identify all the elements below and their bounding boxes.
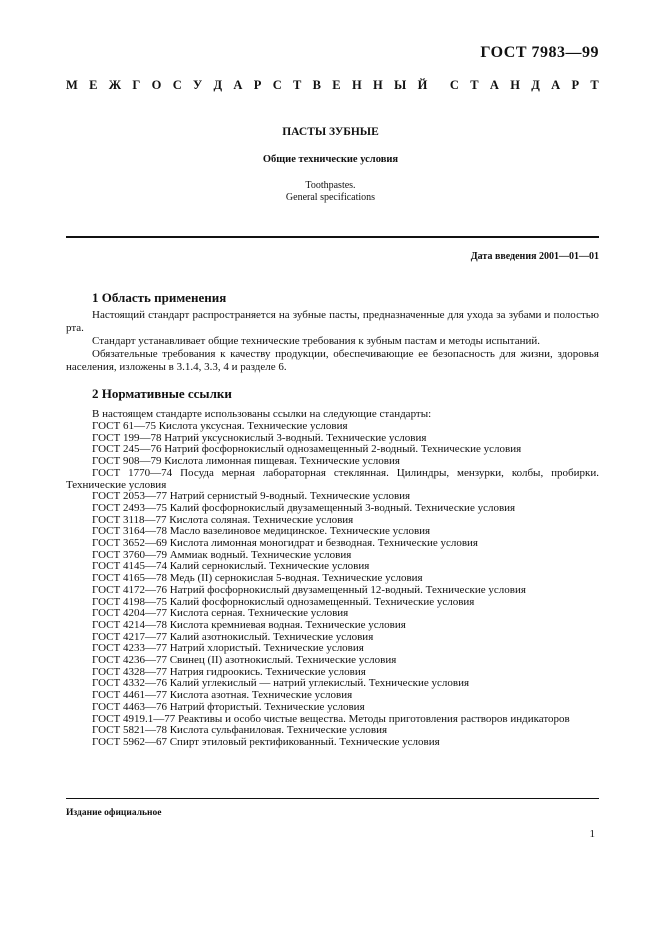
banner-letter: Т bbox=[590, 78, 599, 92]
banner-letter: Д bbox=[213, 78, 223, 92]
reference-item: ГОСТ 2493—75 Калий фосфорнокислый двузамещенный 3-водный. Технические условия bbox=[92, 501, 516, 514]
banner-letter: С bbox=[449, 78, 459, 92]
reference-item: ГОСТ 4198—75 Калий фосфорнокислый однозамещенный. Технические условия bbox=[92, 595, 475, 608]
banner-letter: Д bbox=[531, 78, 540, 92]
english-title bbox=[0, 180, 661, 204]
section-heading-scope: 1 Область применения bbox=[92, 290, 227, 305]
reference-item: ГОСТ 4165—78 Медь (II) сернокислая 5-водная. Технические условия bbox=[92, 572, 423, 585]
standard-banner bbox=[66, 78, 599, 93]
banner-letter: Т bbox=[470, 78, 479, 92]
banner-letter: Р bbox=[571, 78, 580, 92]
banner-letter: А bbox=[489, 78, 499, 92]
effective-date: Дата введения 2001—01—01 bbox=[470, 251, 599, 262]
document-subtitle: Общие технические условия bbox=[262, 154, 399, 165]
banner-letter: Е bbox=[332, 78, 341, 92]
banner-letter: А bbox=[551, 78, 561, 92]
reference-item: ГОСТ 4204—77 Кислота серная. Технические условия bbox=[92, 607, 349, 620]
paragraph: Обязательные требования к качеству продукции, обеспечивающие ее безопасность для жизни, здоровья населения, изложены в 3.1.4, 3.3, 4 и разделе 6. bbox=[66, 348, 599, 373]
reference-item: ГОСТ 4919.1—77 Реактивы и особо чистые вещества. Методы приготовления растворов индикаторов bbox=[92, 712, 570, 725]
reference-item: ГОСТ 3652—69 Кислота лимонная моногидрат и безводная. Технические условия bbox=[92, 537, 478, 550]
reference-item: ГОСТ 3118—77 Кислота соляная. Технические условия bbox=[92, 513, 354, 526]
banner-letter: Ж bbox=[108, 78, 122, 92]
banner-letter: С bbox=[272, 78, 282, 92]
reference-item: ГОСТ 4233—77 Натрий хлористый. Технические условия bbox=[92, 642, 364, 655]
banner-letter: С bbox=[172, 78, 182, 92]
banner-letter: В bbox=[312, 78, 321, 92]
document-number: ГОСТ 7983—99 bbox=[480, 44, 599, 61]
banner-letter: А bbox=[233, 78, 243, 92]
footer-divider bbox=[66, 798, 599, 799]
document-title: ПАСТЫ ЗУБНЫЕ bbox=[282, 126, 379, 138]
reference-item: ГОСТ 4461—77 Кислота азотная. Технические условия bbox=[92, 689, 353, 702]
page-number: 1 bbox=[589, 828, 595, 840]
reference-item: ГОСТ 2053—77 Натрий сернистый 9-водный. Технические условия bbox=[92, 490, 411, 503]
reference-item: ГОСТ 4328—77 Натрия гидроокись. Технические условия bbox=[92, 665, 366, 678]
reference-item: ГОСТ 4463—76 Натрий фтористый. Технические условия bbox=[92, 700, 365, 713]
paragraph: Стандарт устанавливает общие технические требования к зубным пастам и методы испытаний. bbox=[92, 335, 541, 347]
header-divider bbox=[66, 236, 599, 238]
banner-letter: Ы bbox=[394, 78, 407, 92]
english-title-line: Toothpastes. bbox=[305, 180, 356, 191]
edition-note: Издание официальное bbox=[66, 808, 162, 818]
reference-item: ГОСТ 61—75 Кислота уксусная. Технические условия bbox=[92, 420, 348, 432]
reference-item: ГОСТ 1770—74 Посуда мерная лабораторная стеклянная. Цилиндры, мензурки, колбы, пробирки. Технические условия bbox=[66, 466, 599, 491]
section-scope-body bbox=[66, 309, 599, 374]
banner-letter: Н bbox=[351, 78, 362, 92]
reference-item: ГОСТ 4214—78 Кислота кремниевая водная. Технические условия bbox=[92, 618, 406, 631]
section-heading-references: 2 Нормативные ссылки bbox=[92, 386, 232, 401]
reference-item: ГОСТ 4172—76 Натрий фосфорнокислый двузамещенный 12-водный. Технические условия bbox=[92, 583, 526, 596]
reference-item: ГОСТ 5962—67 Спирт этиловый ректификованный. Технические условия bbox=[92, 735, 440, 748]
reference-item: ГОСТ 4236—77 Свинец (II) азотнокислый. Технические условия bbox=[92, 654, 397, 667]
banner-letter: Г bbox=[132, 78, 141, 92]
reference-item: ГОСТ 3760—79 Аммиак водный. Технические условия bbox=[92, 548, 352, 561]
reference-item: ГОСТ 4145—74 Калий сернокислый. Технические условия bbox=[92, 560, 370, 573]
paragraph: Настоящий стандарт распространяется на зубные пасты, предназначенные для ухода за зубами и полостью рта. bbox=[66, 309, 599, 334]
reference-item: ГОСТ 908—79 Кислота лимонная пищевая. Технические условия bbox=[92, 455, 400, 468]
reference-item: ГОСТ 3164—78 Масло вазелиновое медицинское. Технические условия bbox=[92, 525, 431, 538]
paragraph: В настоящем стандарте использованы ссылки на следующие стандарты: bbox=[92, 408, 432, 420]
banner-letter: У bbox=[193, 78, 203, 92]
banner-letter: Т bbox=[293, 78, 302, 92]
reference-item: ГОСТ 5821—78 Кислота сульфаниловая. Технические условия bbox=[92, 724, 388, 737]
banner-letter: Н bbox=[510, 78, 520, 92]
references-list bbox=[66, 421, 599, 749]
banner-letter: Е bbox=[89, 78, 98, 92]
banner-letter: Р bbox=[253, 78, 262, 92]
banner-letter: О bbox=[151, 78, 162, 92]
banner-letter: Й bbox=[417, 78, 428, 92]
banner-letter: Н bbox=[372, 78, 383, 92]
reference-item: ГОСТ 245—76 Натрий фосфорнокислый однозамещенный 2-водный. Технические условия bbox=[92, 443, 522, 456]
english-title-line: General specifications bbox=[285, 192, 376, 203]
reference-item: ГОСТ 199—78 Натрий уксуснокислый 3-водный. Технические условия bbox=[92, 431, 427, 444]
banner-letter: М bbox=[66, 78, 78, 92]
reference-item: ГОСТ 4332—76 Калий углекислый — натрий углекислый. Технические условия bbox=[92, 677, 470, 690]
reference-item: ГОСТ 4217—77 Калий азотнокислый. Технические условия bbox=[92, 630, 374, 643]
